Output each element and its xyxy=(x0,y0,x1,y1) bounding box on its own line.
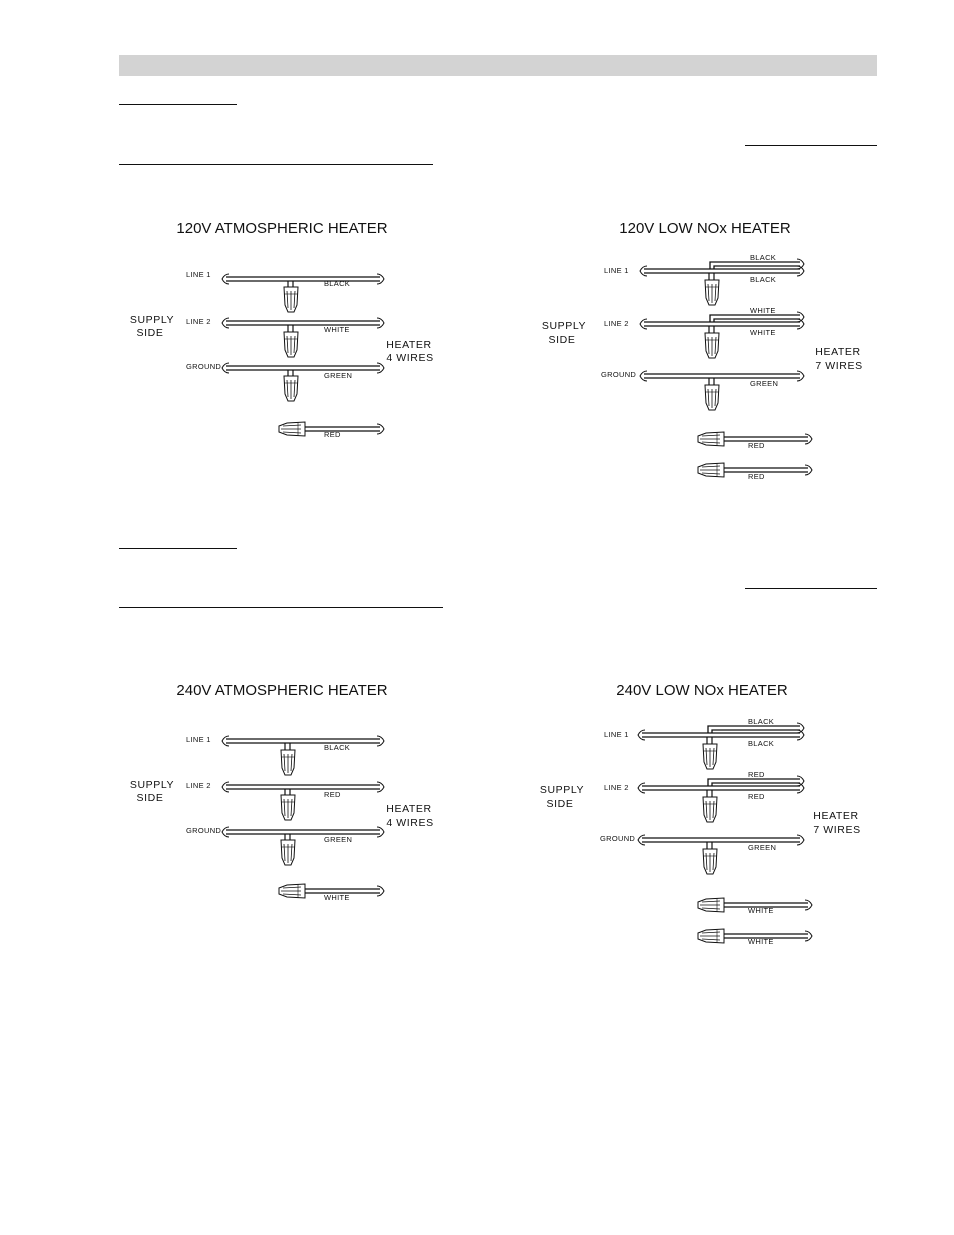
wire-label: GREEN xyxy=(324,371,353,380)
heater-label: 7 WIRES xyxy=(813,824,861,836)
wire-label: BLACK xyxy=(750,275,777,284)
line-label: LINE 2 xyxy=(186,317,211,326)
wire-label: GREEN xyxy=(324,835,353,844)
wire-label: BLACK xyxy=(748,717,775,726)
wire-label: WHITE xyxy=(324,325,350,334)
line-label: LINE 1 xyxy=(186,735,211,744)
wire-label: WHITE xyxy=(750,328,776,337)
wire-run xyxy=(638,835,804,874)
supply-label: SUPPLY xyxy=(129,314,175,326)
wire-label: BLACK xyxy=(324,279,351,288)
heater-label: HEATER xyxy=(813,810,859,822)
heater-label: HEATER xyxy=(386,339,432,351)
wire-run xyxy=(222,736,384,775)
wire-label: WHITE xyxy=(750,306,776,315)
wire-run xyxy=(640,259,804,305)
supply-label: SIDE xyxy=(548,334,576,346)
heater-label: HEATER xyxy=(815,346,861,358)
wire-run xyxy=(222,318,384,357)
line-label: LINE 2 xyxy=(604,319,629,328)
wire-run xyxy=(638,723,804,769)
supply-label: SUPPLY xyxy=(539,784,585,796)
wire-label: RED xyxy=(748,472,765,481)
supply-label: SUPPLY xyxy=(541,320,587,332)
wire-label: RED xyxy=(324,790,341,799)
wire-label: WHITE xyxy=(748,937,774,946)
line-label: GROUND xyxy=(186,362,222,371)
line-label: LINE 2 xyxy=(604,783,629,792)
line-label: LINE 1 xyxy=(604,730,629,739)
line-label: LINE 2 xyxy=(186,781,211,790)
diagram-120v-low-nox xyxy=(542,220,863,481)
wire-label: GREEN xyxy=(750,379,779,388)
wire-label: BLACK xyxy=(750,253,777,262)
diagram-240v-low-nox xyxy=(540,682,861,946)
wire-label: WHITE xyxy=(748,906,774,915)
wire-label: RED xyxy=(748,770,765,779)
diagram-title: 120V LOW NOx HEATER xyxy=(619,220,791,237)
diagram-240v-atmospheric xyxy=(130,682,434,902)
line-label: LINE 1 xyxy=(186,270,211,279)
heater-label: 7 WIRES xyxy=(815,360,863,372)
wire-run xyxy=(222,827,384,865)
wire-label: RED xyxy=(748,441,765,450)
heater-label: 4 WIRES xyxy=(386,817,434,829)
line-label: LINE 1 xyxy=(604,266,629,275)
wire-run xyxy=(222,274,384,312)
diagram-120v-atmospheric xyxy=(130,220,434,439)
wire-label: RED xyxy=(324,430,341,439)
supply-label: SIDE xyxy=(136,327,164,339)
heater-label: 4 WIRES xyxy=(386,352,434,364)
diagram-title: 240V LOW NOx HEATER xyxy=(616,682,788,699)
wire-run xyxy=(222,782,384,820)
wire-run xyxy=(640,371,804,410)
wire-run xyxy=(222,363,384,401)
supply-label: SIDE xyxy=(546,798,574,810)
line-label: GROUND xyxy=(601,370,637,379)
wire-run xyxy=(640,312,804,358)
supply-label: SUPPLY xyxy=(129,779,175,791)
heater-label: HEATER xyxy=(386,803,432,815)
supply-label: SIDE xyxy=(136,792,164,804)
wire-run xyxy=(638,776,804,822)
diagram-title: 240V ATMOSPHERIC HEATER xyxy=(176,682,388,699)
diagram-title: 120V ATMOSPHERIC HEATER xyxy=(176,220,388,237)
wire-label: BLACK xyxy=(748,739,775,748)
wire-label: WHITE xyxy=(324,893,350,902)
wire-label: GREEN xyxy=(748,843,777,852)
line-label: GROUND xyxy=(186,826,222,835)
wire-label: RED xyxy=(748,792,765,801)
wire-label: BLACK xyxy=(324,743,351,752)
line-label: GROUND xyxy=(600,834,636,843)
